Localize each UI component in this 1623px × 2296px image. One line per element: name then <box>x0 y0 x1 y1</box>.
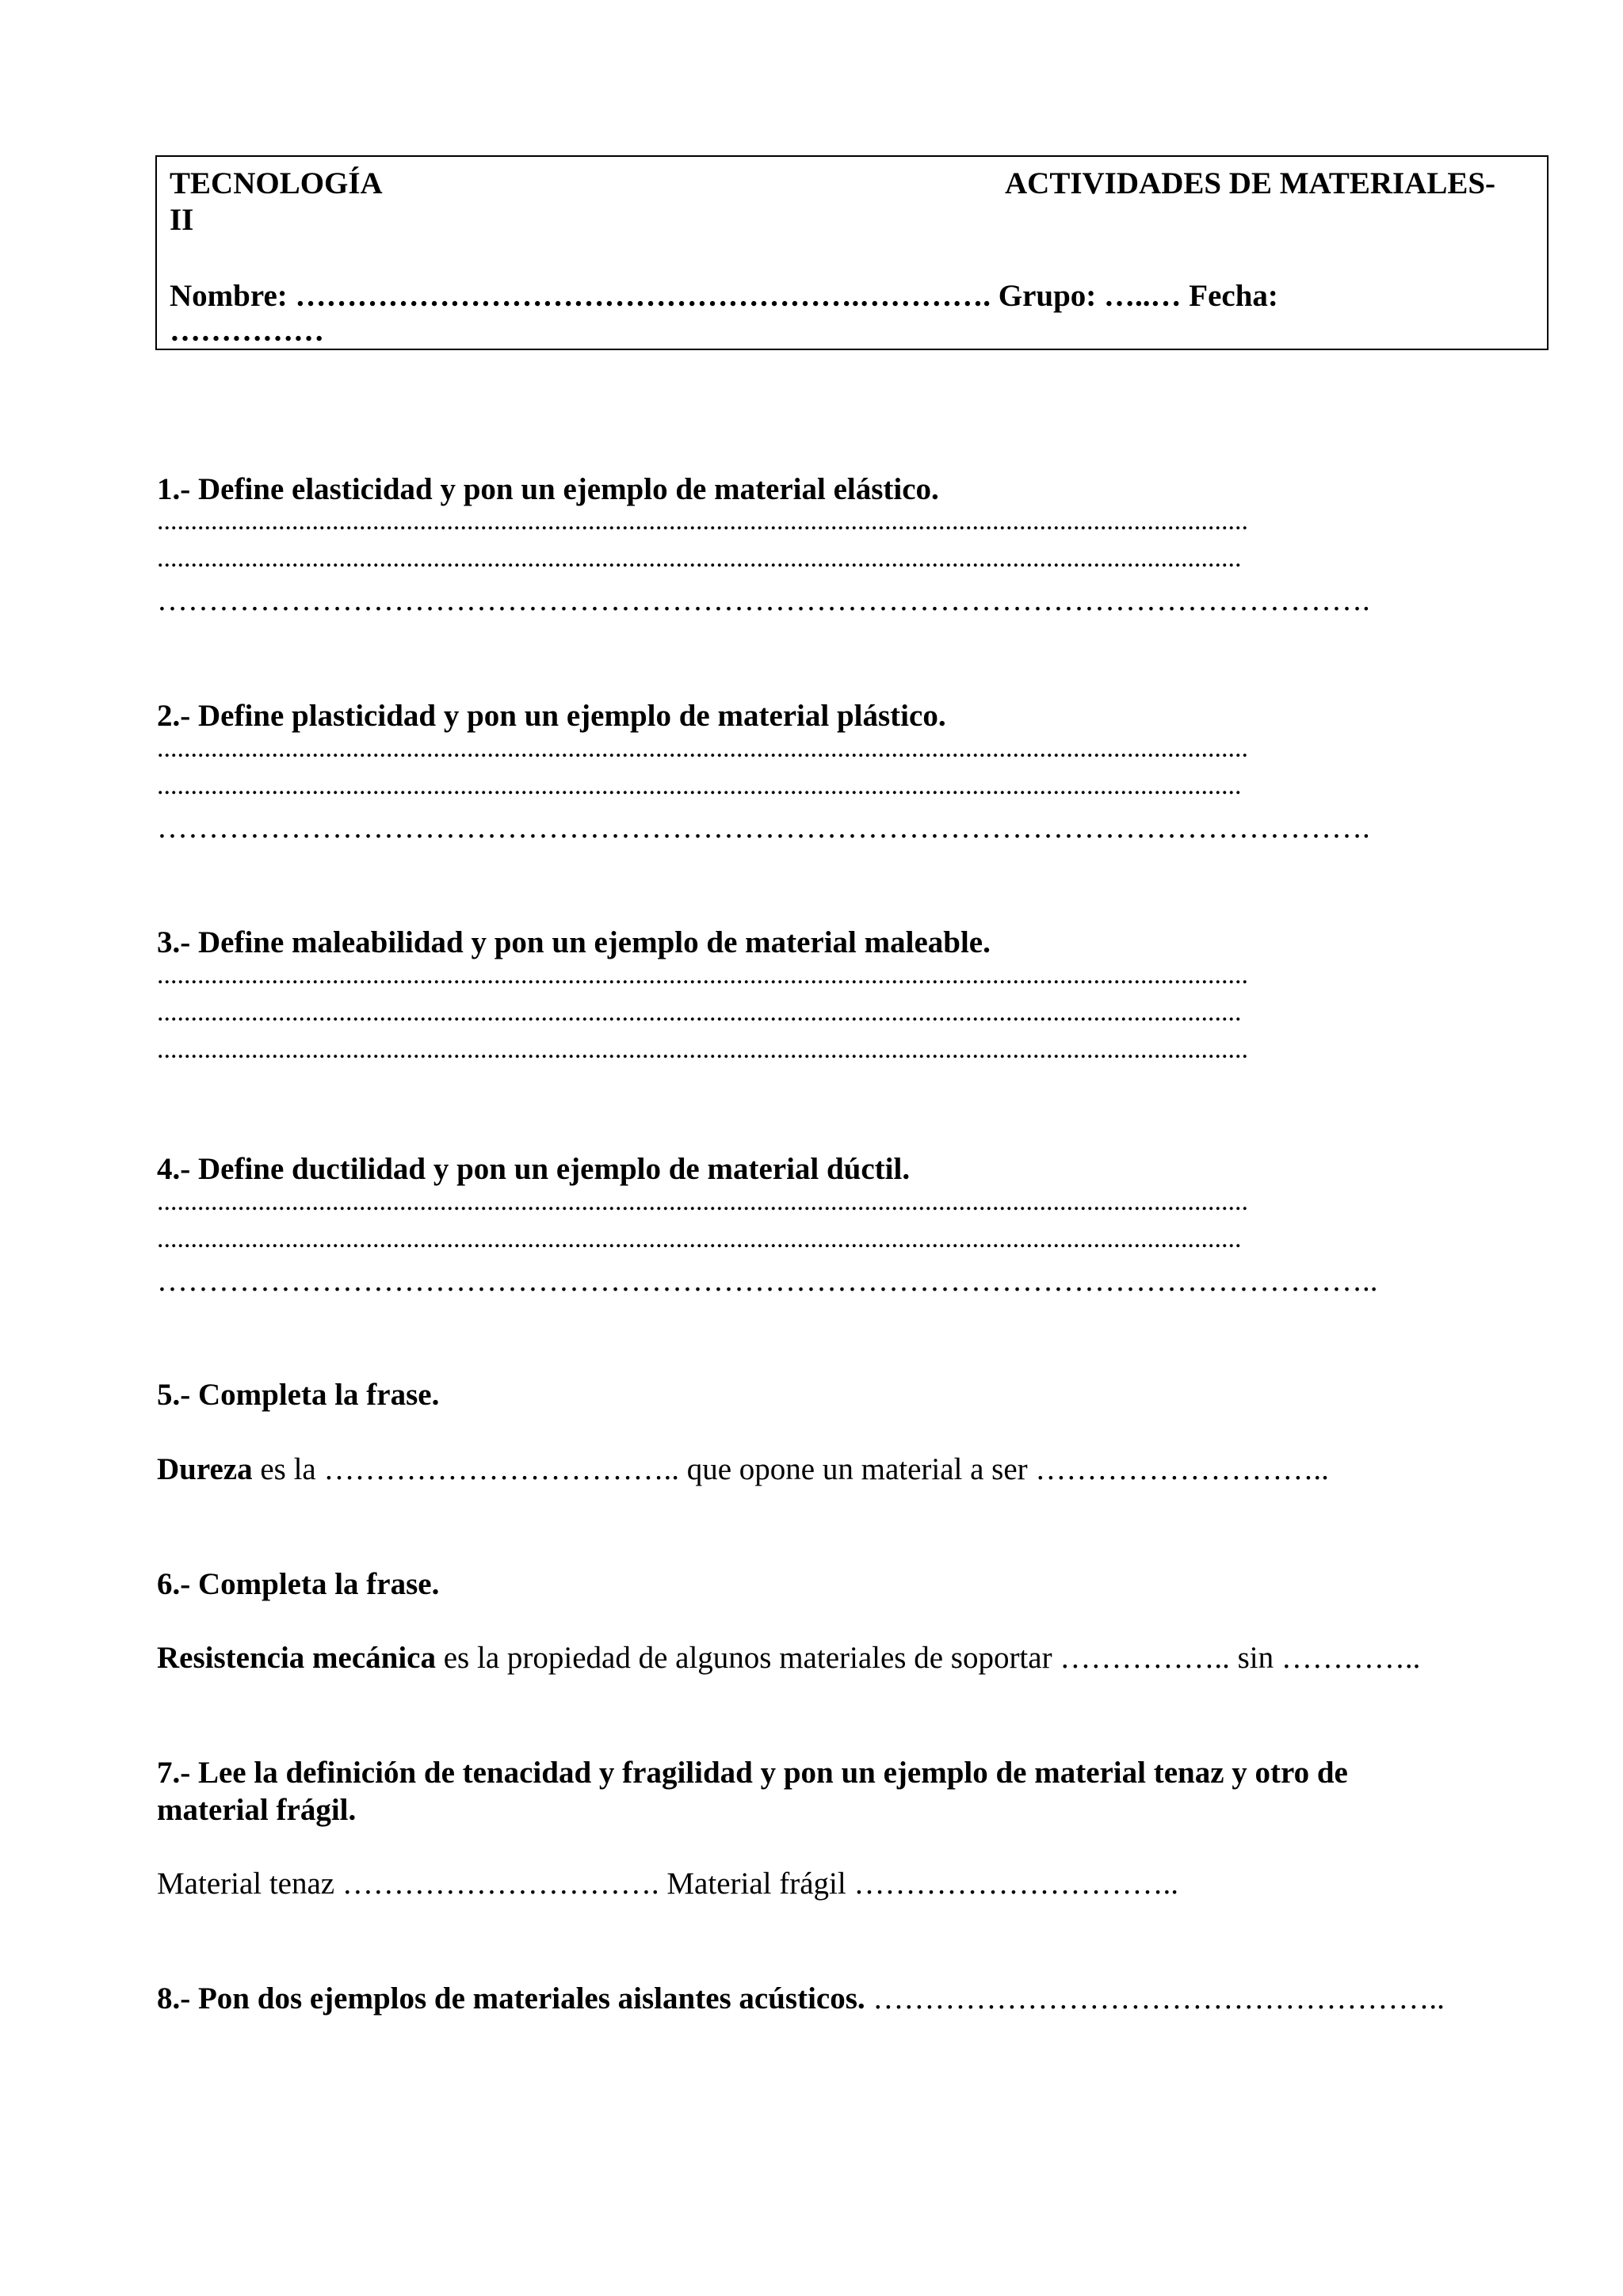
question-8-blank: ……………………………………………….. <box>865 1981 1445 2016</box>
question-7-label-tenaz: Material tenaz <box>157 1867 342 1901</box>
student-info-line: Nombre: ……………………………………………….…………. Grupo: …..… Fecha: <box>170 279 1278 313</box>
question-2-title: 2.- Define plasticidad y pon un ejemplo de material plástico. <box>157 699 946 733</box>
question-7-label-fragil: Material frágil <box>666 1867 854 1901</box>
activity-title-line1: ACTIVIDADES DE MATERIALES- <box>1005 166 1496 200</box>
question-4-title: 4.- Define ductilidad y pon un ejemplo de material dúctil. <box>157 1152 911 1186</box>
question-3-answer-line-1: .................................................................................................................................................................. <box>157 962 1248 989</box>
question-3-answer-line-2: ................................................................................................................................................................. <box>157 999 1242 1026</box>
question-7-title-line-2: material frágil. <box>157 1793 357 1827</box>
question-2-answer-line-3: ………………………………………………………………………………………………………. <box>157 812 1370 843</box>
question-6-blank-1: …………….. <box>1060 1641 1238 1675</box>
question-5-title: 5.- Completa la frase. <box>157 1378 440 1412</box>
question-5-blank-2: ……………………….. <box>1035 1452 1329 1486</box>
question-8 <box>157 1983 1445 2014</box>
question-5-text-2: que opone un material a ser <box>686 1452 1036 1486</box>
fecha-dots: …………… <box>170 314 324 348</box>
question-7-blank-fragil: ………………………….. <box>854 1867 1178 1901</box>
question-1-title: 1.- Define elasticidad y pon un ejemplo de material elástico. <box>157 472 939 506</box>
subject-title: TECNOLOGÍA <box>170 166 383 200</box>
question-8-title: 8.- Pon dos ejemplos de materiales aislantes acústicos. <box>157 1981 865 2016</box>
question-6-sentence <box>157 1642 1420 1673</box>
question-6-term: Resistencia mecánica <box>157 1641 436 1675</box>
question-6-text-2: sin <box>1237 1641 1281 1675</box>
question-6-title: 6.- Completa la frase. <box>157 1567 440 1601</box>
question-1-answer-line-3: ………………………………………………………………………………………………………. <box>157 585 1370 616</box>
question-1-answer-line-2: ................................................................................................................................................................. <box>157 545 1242 572</box>
question-1-answer-line-1: .................................................................................................................................................................. <box>157 508 1248 535</box>
question-5-sentence <box>157 1454 1329 1485</box>
question-3-answer-line-3: .................................................................................................................................................................. <box>157 1036 1248 1063</box>
question-4-answer-line-3: ……………………………………………………………………………………………………….. <box>157 1265 1378 1296</box>
question-7-blank-tenaz: …………………………. <box>342 1867 667 1901</box>
question-3-title: 3.- Define maleabilidad y pon un ejemplo de material maleable. <box>157 925 991 959</box>
question-4-answer-line-1: .................................................................................................................................................................. <box>157 1188 1248 1215</box>
question-6-blank-2: ………….. <box>1281 1641 1421 1675</box>
question-7-title-line-1: 7.- Lee la definición de tenacidad y fragilidad y pon un ejemplo de material tenaz y otro de <box>157 1756 1348 1790</box>
question-5-term: Dureza <box>157 1452 253 1486</box>
question-7-answer <box>157 1868 1178 1899</box>
question-2-answer-line-1: .................................................................................................................................................................. <box>157 735 1248 762</box>
question-5-blank-1: …………………………….. <box>323 1452 687 1486</box>
question-2-answer-line-2: ................................................................................................................................................................. <box>157 772 1242 799</box>
question-4-answer-line-2: ................................................................................................................................................................. <box>157 1226 1242 1253</box>
question-5-text-1: es la <box>252 1452 324 1486</box>
question-6-text-1: es la propiedad de algunos materiales de soportar <box>436 1641 1060 1675</box>
activity-title-line2: II <box>170 203 194 237</box>
